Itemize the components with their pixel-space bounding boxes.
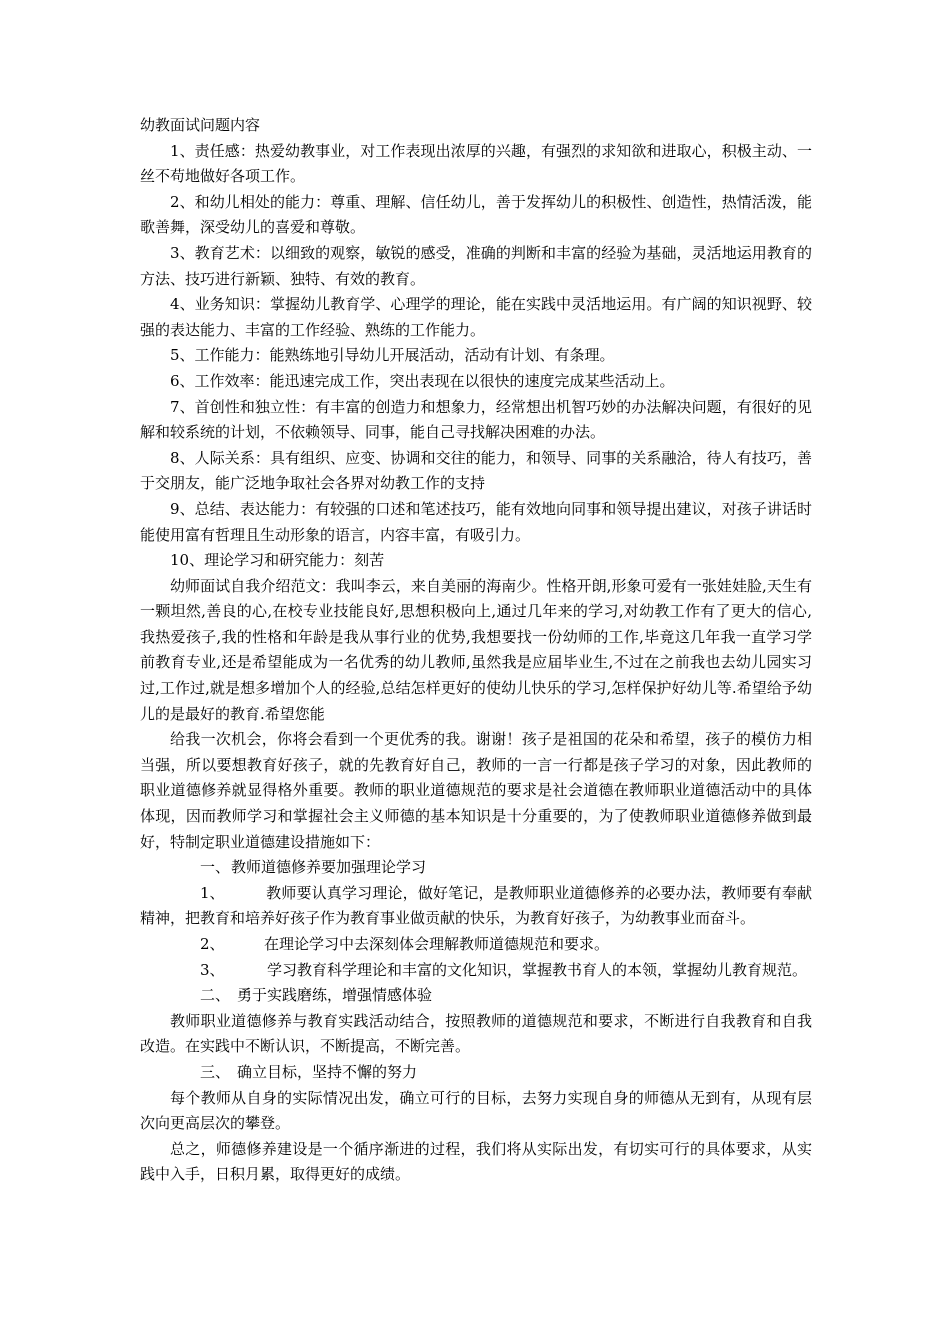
- list-item: [140, 932, 812, 958]
- section-body-3: 每个教师从自身的实际情况出发，确立可行的目标，去努力实现自身的师德从无到有，从现有层次向更高层次的攀登。: [140, 1088, 812, 1133]
- paragraph-give-me-a-chance: 给我一次机会，你将会看到一个更优秀的我。谢谢！孩子是祖国的花朵和希望，孩子的模仿力相当强，所以要想教育好孩子，就的先教育好自己，教师的一言一行都是孩子学习的对象，因此教师的职业道德修养就显得格外重要。教师的职业道德规范的要求是社会道德在教师职业道德活动中的具体体现，因而教师学习和掌握社会主义师德的基本知识是十分重要的，为了使教师职业道德修养做到最好，特制定职业道德建设措施如下：: [140, 730, 812, 851]
- list-text: 教师要认真学习理论，做好笔记，是教师职业道德修养的必要办法，教师要有奉献精神，把教育和培养好孩子作为教育事业做贡献的快乐，为教育好孩子，为幼教事业而奋斗。: [140, 883, 812, 928]
- list-number: 1、: [200, 883, 225, 902]
- section-heading-2: [140, 983, 812, 1009]
- document-page: [140, 113, 812, 1188]
- section-heading-text: 确立目标，坚持不懈的努力: [237, 1062, 418, 1081]
- paragraph-responsibility: 1、责任感：热爱幼教事业，对工作表现出浓厚的兴趣，有强烈的求知欲和进取心，积极主动、一丝不苟地做好各项工作。: [140, 141, 812, 186]
- paragraph-self-introduction: 幼师面试自我介绍范文：我叫李云，来自美丽的海南少。性格开朗,形象可爱有一张娃娃脸,天生有一颗坦然,善良的心,在校专业技能良好,思想积极向上,通过几年来的学习,对幼教工作有了更大的信心,我热爱孩子,我的性格和年龄是我从事行业的优势,我想要找一份幼师的工作,毕竟这几年我一直学习学前教育专业,还是希望能成为一名优秀的幼儿教师,虽然我是应届毕业生,不过在之前我也去幼儿园实习过,工作过,就是想多增加个人的经验,总结怎样更好的使幼儿快乐的学习,怎样保护好幼儿等.希望给予幼儿的是最好的教育.希望您能: [140, 576, 812, 723]
- list-text: 在理论学习中去深刻体会理解教师道德规范和要求。: [264, 935, 610, 953]
- section-number: 二、: [200, 986, 231, 1005]
- section-number: 一、: [200, 858, 231, 877]
- paragraph-child-relations: 2、和幼儿相处的能力：尊重、理解、信任幼儿，善于发挥幼儿的积极性、创造性，热情活泼，能歌善舞，深受幼儿的喜爱和尊敬。: [140, 192, 812, 237]
- paragraph-professional-knowledge: 4、业务知识：掌握幼儿教育学、心理学的理论，能在实践中灵活地运用。有广阔的知识视野、较强的表达能力、丰富的工作经验、熟练的工作能力。: [140, 295, 812, 339]
- list-item: [140, 881, 812, 932]
- paragraph-work-efficiency: 6、工作效率：能迅速完成工作，突出表现在以很快的速度完成某些活动上。: [170, 371, 675, 390]
- section-heading-text: 教师道德修养要加强理论学习: [231, 858, 427, 877]
- section-number: 三、: [200, 1062, 231, 1081]
- paragraph-teaching-art: 3、教育艺术：以细致的观察，敏锐的感受，准确的判断和丰富的经验为基础，灵活地运用教育的方法、技巧进行新颖、独特、有效的教育。: [140, 243, 812, 288]
- list-text: 学习教育科学理论和丰富的文化知识，掌握教书育人的本领，掌握幼儿教育规范。: [267, 960, 808, 979]
- paragraph-theory-study: 10、理论学习和研究能力：刻苦: [170, 551, 385, 570]
- list-number: 3、: [200, 960, 225, 979]
- paragraph-creativity: 7、首创性和独立性：有丰富的创造力和想象力，经常想出机智巧妙的办法解决问题，有很好的见解和较系统的计划，不依赖领导、同事，能自己寻找解决困难的办法。: [140, 397, 812, 442]
- conclusion-paragraph: 总之，师德修养建设是一个循序渐进的过程，我们将从实际出发，有切实可行的具体要求，从实践中入手，日积月累，取得更好的成绩。: [140, 1139, 812, 1184]
- section-heading-3: [140, 1060, 812, 1086]
- list-item: [140, 958, 812, 984]
- list-number: 2、: [200, 935, 225, 953]
- paragraph-work-ability: 5、工作能力：能熟练地引导幼儿开展活动，活动有计划、有条理。: [170, 346, 615, 365]
- section-heading-1: [140, 855, 812, 881]
- section-body-2: 教师职业道德修养与教育实践活动结合，按照教师的道德规范和要求，不断进行自我教育和自我改造。在实践中不断认识，不断提高，不断完善。: [140, 1011, 812, 1056]
- section-heading-text: 勇于实践磨练，增强情感体验: [237, 986, 433, 1005]
- paragraph-interpersonal: 8、人际关系：具有组织、应变、协调和交往的能力，和领导、同事的关系融洽，待人有技巧，善于交朋友，能广泛地争取社会各界对幼教工作的支持: [140, 448, 812, 493]
- paragraph-expression: 9、总结、表达能力：有较强的口述和笔述技巧，能有效地向同事和领导提出建议，对孩子讲话时能使用富有哲理且生动形象的语言，内容丰富，有吸引力。: [140, 499, 812, 544]
- document-title: 幼教面试问题内容: [140, 116, 261, 134]
